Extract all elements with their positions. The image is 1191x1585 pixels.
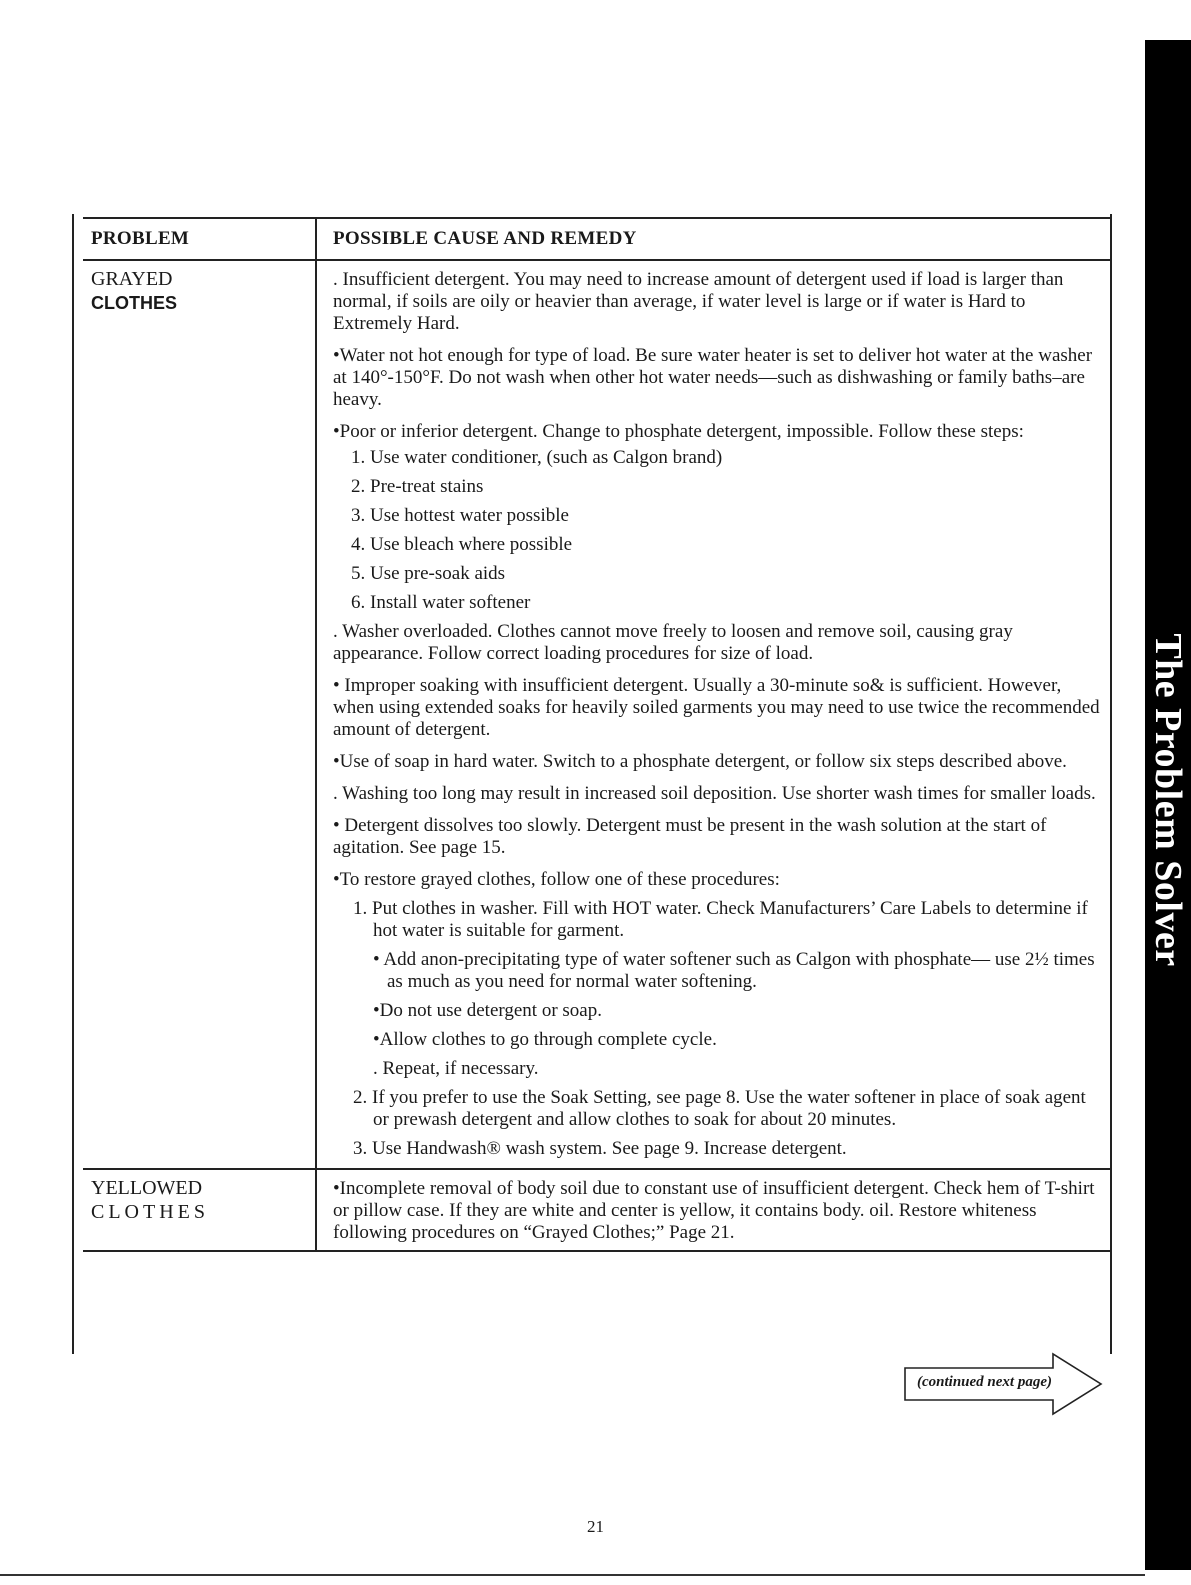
step-item: 3. Use hottest water possible xyxy=(351,505,569,526)
problem-name-line1: YELLOWED xyxy=(91,1177,203,1199)
procedure-subitem: •Allow clothes to go through complete cycle. xyxy=(373,1029,717,1050)
remedy-paragraph: •Water not hot enough for type of load. Be sure water heater is set to deliver hot water at the washer at 140°-150°F. Do not wash when other hot water needs—such as dishwashing or family baths–are heavy. xyxy=(333,345,1093,410)
continued-label: (continued next page) xyxy=(917,1374,1052,1390)
table-row-grayed xyxy=(83,261,1110,1170)
remedy-paragraph: . Washing too long may result in increased soil deposition. Use shorter wash times for smaller loads. xyxy=(333,783,1096,804)
step-item: 6. Install water softener xyxy=(351,592,531,613)
section-tab xyxy=(1145,40,1191,1570)
bottom-rule xyxy=(0,1574,1145,1576)
table-right-rule xyxy=(1110,214,1112,1354)
procedure-item: 1. Put clothes in washer. Fill with HOT water. Check Manufacturers’ Care Labels to determine if hot water is suitable for garment. xyxy=(353,898,1088,941)
procedure-subitem: •Do not use detergent or soap. xyxy=(373,1000,602,1021)
remedy-paragraph: • Detergent dissolves too slowly. Detergent must be present in the wash solution at the start of agitation. See page 15. xyxy=(333,815,1047,858)
procedure-item: 3. Use Handwash® wash system. See page 9. Increase detergent. xyxy=(353,1138,847,1159)
table-row-yellowed xyxy=(83,1170,1110,1252)
remedy-cell-yellowed xyxy=(315,1170,1110,1250)
header-remedy: POSSIBLE CAUSE AND REMEDY xyxy=(333,228,637,249)
problem-cell-grayed xyxy=(83,261,315,1168)
problem-name-line1: GRAYED xyxy=(91,268,173,290)
steps-list xyxy=(333,447,1102,614)
step-item: 4. Use bleach where possible xyxy=(351,534,573,555)
table-header-row xyxy=(83,219,1110,261)
problem-solver-table xyxy=(83,217,1110,1252)
remedy-paragraph: . Washer overloaded. Clothes cannot move freely to loosen and remove soil, causing gray appearance. Follow correct loading procedures for size of load. xyxy=(333,621,1013,664)
page-number: 21 xyxy=(587,1517,604,1536)
procedure-item: 2. If you prefer to use the Soak Setting, see page 8. Use the water softener in place of soak agent or prewash detergent and allow clothes to soak for about 20 minutes. xyxy=(353,1087,1086,1130)
problem-name-grayed xyxy=(91,261,315,315)
section-tab-label: The Problem Solver xyxy=(1147,633,1189,967)
remedy-paragraph: • Improper soaking with insufficient detergent. Usually a 30-minute so& is sufficient. However, when using extended soaks for heavily soiled garments you may need to use twice the recommended amount of detergent. xyxy=(333,675,1100,740)
step-item: 5. Use pre-soak aids xyxy=(351,563,506,584)
problem-name-line2: CLOTHES xyxy=(91,293,178,313)
table-left-rule xyxy=(72,214,74,1354)
procedure-subitem: • Add anon-precipitating type of water softener such as Calgon with phosphate— use 2½ times as much as you need for normal water softening. xyxy=(373,949,1095,992)
header-remedy-cell xyxy=(315,219,1110,259)
problem-name-line2: CLOTHES xyxy=(91,1201,209,1223)
remedy-paragraph: •To restore grayed clothes, follow one of these procedures: xyxy=(333,869,780,890)
step-item: 1. Use water conditioner, (such as Calgon brand) xyxy=(351,447,723,468)
remedy-paragraph: •Incomplete removal of body soil due to constant use of insufficient detergent. Check hem of T-shirt or pillow case. If they are white and center is yellow, it contains body. oil. Restore whiteness following procedures on “Grayed Clothes;” Page 21. xyxy=(333,1178,1095,1243)
continued-next-page xyxy=(903,1352,1113,1416)
remedy-cell-grayed xyxy=(315,261,1110,1168)
remedy-paragraph: •Use of soap in hard water. Switch to a phosphate detergent, or follow six steps described above. xyxy=(333,751,1067,772)
remedy-paragraph: •Poor or inferior detergent. Change to phosphate detergent, impossible. Follow these steps: xyxy=(333,421,1024,442)
remedy-paragraph: . Insufficient detergent. You may need to increase amount of detergent used if load is larger than normal, if soils are oily or heavier than average, if water level is large or if water is Hard to Extremely Hard. xyxy=(333,269,1064,334)
problem-name-yellowed xyxy=(91,1170,315,1224)
procedure-subitem: . Repeat, if necessary. xyxy=(373,1058,539,1079)
problem-cell-yellowed xyxy=(83,1170,315,1250)
header-problem-cell xyxy=(83,219,315,259)
step-item: 2. Pre-treat stains xyxy=(351,476,484,497)
header-problem: PROBLEM xyxy=(91,228,190,249)
